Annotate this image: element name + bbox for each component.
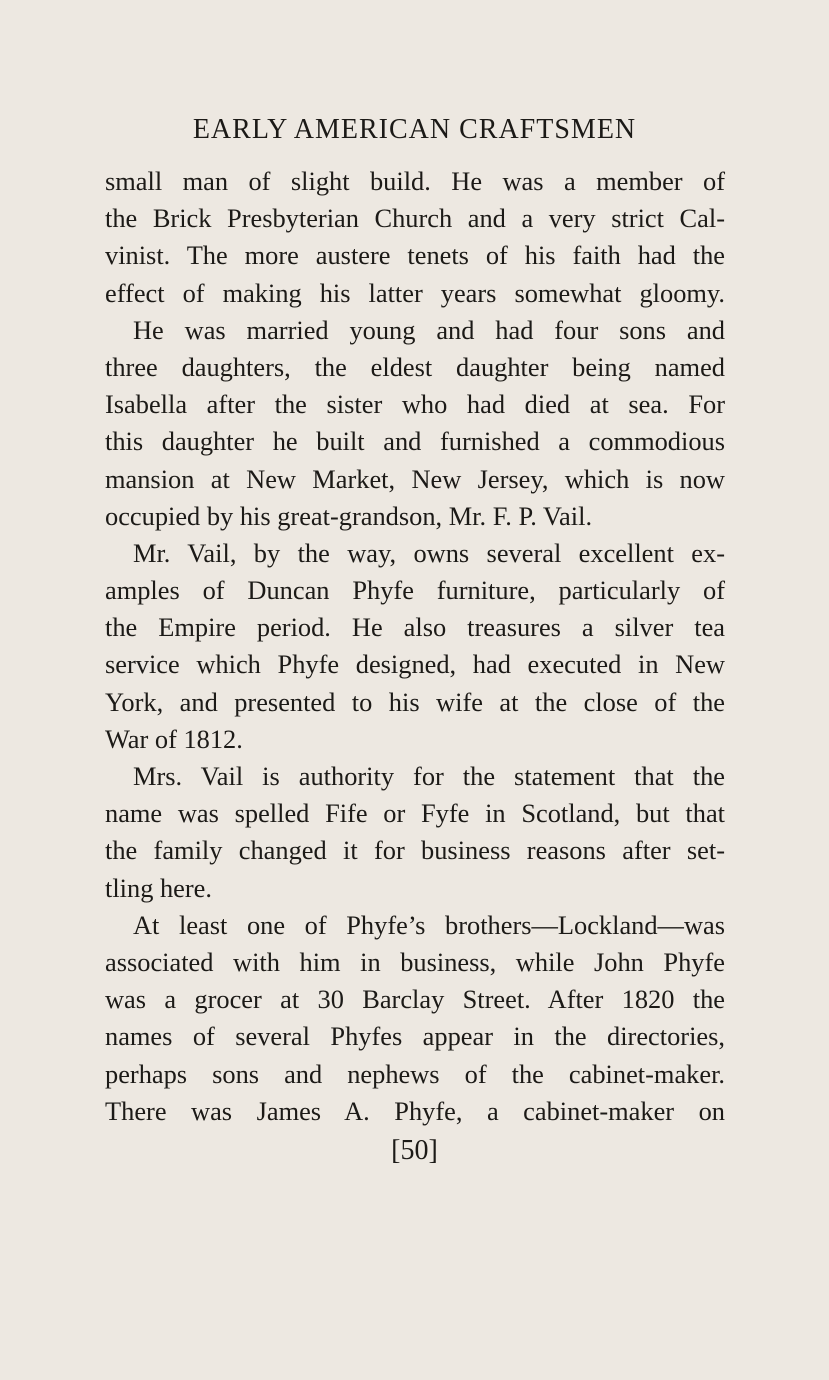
text-line: small man of slight build. He was a member of (105, 166, 725, 196)
text-line: He was married young and had four sons and (133, 314, 725, 345)
text-line: Mr. Vail, by the way, owns several excellent ex- (133, 537, 725, 568)
text-line: mansion at New Market, New Jersey, which is now (105, 463, 725, 494)
text-line: Isabella after the sister who had died at sea. For (105, 389, 725, 420)
text-line: York, and presented to his wife at the close of the (105, 686, 725, 717)
text-line: associated with him in business, while John Phyfe (105, 946, 725, 977)
text-line: Mrs. Vail is authority for the statement that the (133, 761, 725, 791)
page-number: [50] (391, 1135, 438, 1166)
text-line: occupied by his great-grandson, Mr. F. P. Vail. (105, 500, 593, 531)
text-line: tling here. (105, 872, 212, 903)
text-line: vinist. The more austere tenets of his faith had the (105, 240, 725, 271)
text-line: this daughter he built and furnished a commodious (105, 426, 725, 457)
text-line: perhaps sons and nephews of the cabinet-maker. (105, 1058, 725, 1089)
body-text (105, 163, 725, 1130)
text-line: War of 1812. (105, 723, 243, 754)
text-line: effect of making his latter years somewhat gloomy. (105, 277, 725, 308)
text-line: At least one of Phyfe’s brothers—Lockland—was (133, 909, 725, 940)
text-line: the Empire period. He also treasures a silver tea (105, 612, 725, 643)
text-line: name was spelled Fife or Fyfe in Scotland, but that (105, 798, 725, 829)
text-line: There was James A. Phyfe, a cabinet-maker on (105, 1095, 725, 1126)
text-line: the Brick Presbyterian Church and a very strict Cal- (105, 203, 725, 234)
text-line: was a grocer at 30 Barclay Street. After 1820 the (105, 984, 725, 1015)
text-line: the family changed it for business reasons after set- (105, 835, 725, 866)
text-line: three daughters, the eldest daughter being named (105, 351, 725, 382)
text-line: service which Phyfe designed, had executed in New (105, 649, 725, 680)
text-line: amples of Duncan Phyfe furniture, particularly of (105, 575, 725, 606)
running-head: EARLY AMERICAN CRAFTSMEN (192, 114, 637, 145)
text-line: names of several Phyfes appear in the directories, (105, 1021, 725, 1052)
